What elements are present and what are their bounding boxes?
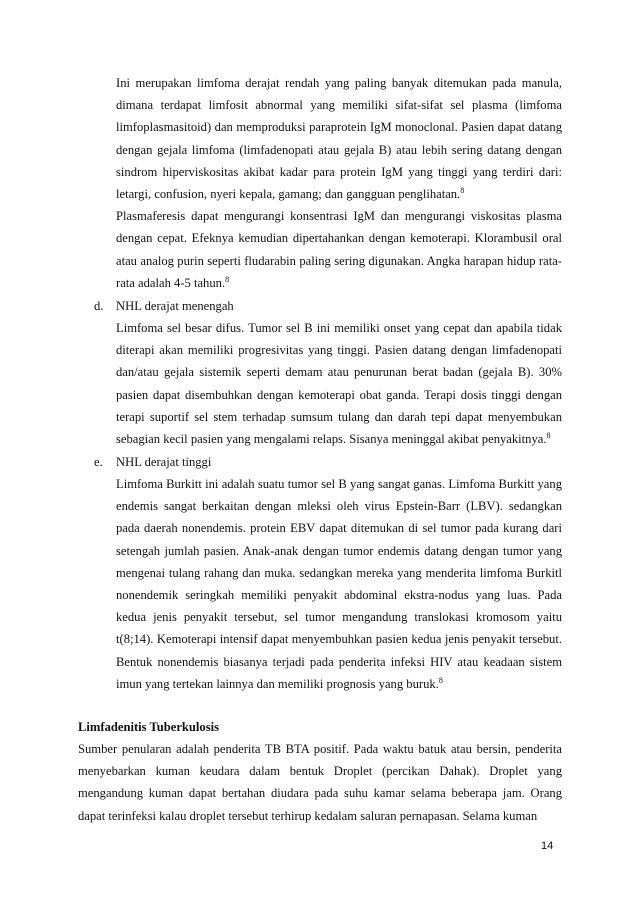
reference-superscript: 8	[438, 675, 443, 685]
paragraph-tuberculosis	[78, 738, 562, 827]
paragraph-high-grade	[116, 473, 562, 695]
paragraph-text: Ini merupakan limfoma derajat rendah yang paling banyak ditemukan pada manula, dimana terdapat limfosit abnormal yang memiliki sifat-sifat sel plasma (limfoma limfoplasmasitoid) dan memproduksi paraprotein IgM monoclonal. Pasien dapat datang dengan gejala limfoma (limfadenopati atau gejala B) atau lebih sering datang dengan sindrom hiperviskositas akibat kadar para protein IgM yang tinggi yang terdiri dari: letargi, confusion, nyeri kepala, gamang; dan gangguan penglihatan.	[116, 76, 562, 202]
list-item-title: NHL derajat menengah	[116, 299, 234, 313]
reference-superscript: 8	[460, 185, 465, 195]
list-item-d	[94, 295, 564, 317]
reference-superscript: 8	[546, 430, 551, 440]
list-marker: d.	[94, 299, 104, 313]
reference-superscript: 8	[225, 274, 230, 284]
list-item-title: NHL derajat tinggi	[116, 455, 212, 469]
paragraph-text: Sumber penularan adalah penderita TB BTA positif. Pada waktu batuk atau bersin, penderita menyebarkan kuman keudara dalam bentuk Droplet (percikan Dahak). Droplet yang mengandung kuman dapat bertahan diudara pada suhu kamar selama beberapa jam. Orang dapat terinfeksi kalau droplet tersebut terhirup kedalam saluran pernapasan. Selama kuman	[78, 742, 562, 823]
list-item-e	[94, 451, 564, 473]
page-number: 14	[541, 840, 554, 852]
paragraph-intermediate-grade	[116, 317, 562, 450]
paragraph-text: Limfoma Burkitt ini adalah suatu tumor sel B yang sangat ganas. Limfoma Burkitt yang endemis sangat berkaitan dengan mleksi oleh virus Epstein-Barr (LBV). sedangkan pada daerah nonendemis. protein EBV dapat ditemukan di sel tumor pada kurang dari setengah jumlah pasien. Anak-anak dengan tumor endemis datang dengan tumor yang mengenai tulang rahang dan muka. sedangkan mereka yang menderita limfoma Burkitl nonendemik seringkah memiliki penyakit abdominal ekstra-nodus yang luas. Pada kedua jenis penyakit tersebut, sel tumor mengandung translokasi kromosom yaitu t(8;14). Kemoterapi intensif dapat menyembuhkan pasien kedua jenis penyakit tersebut. Bentuk nonendemis biasanya terjadi pada penderita infeksi HIV atau keadaan sistem imun yang tertekan lainnya dan memiliki prognosis yang buruk.	[116, 477, 562, 691]
paragraph-text: Plasmaferesis dapat mengurangi konsentrasi IgM dan mengurangi viskositas plasma dengan cepat. Efeknya kemudian dipertahankan dengan kemoterapi. Klorambusil oral atau analog purin seperti fludarabin paling sering digunakan. Angka harapan hidup rata-rata adalah 4-5 tahun.	[116, 209, 562, 290]
list-marker: e.	[94, 455, 103, 469]
section-heading: Limfadenitis Tuberkulosis	[78, 720, 220, 734]
paragraph-waldenstrom	[116, 72, 562, 294]
paragraph-text: Limfoma sel besar difus. Tumor sel B ini memiliki onset yang cepat dan apabila tidak diterapi akan memiliki progresivitas yang tinggi. Pasien datang dengan limfadenopati dan/atau gejala sistemik seperti demam atau penurunan berat badan (gejala B). 30% pasien dapat disembuhkan dengan kemoterapi obat ganda. Terapi dosis tinggi dengan terapi suportif sel stem terhadap sumsum tulang dan darah tepi dapat menyembukan sebagian kecil pasien yang mengalami relaps. Sisanya meninggal akibat penyakitnya.	[116, 321, 562, 447]
